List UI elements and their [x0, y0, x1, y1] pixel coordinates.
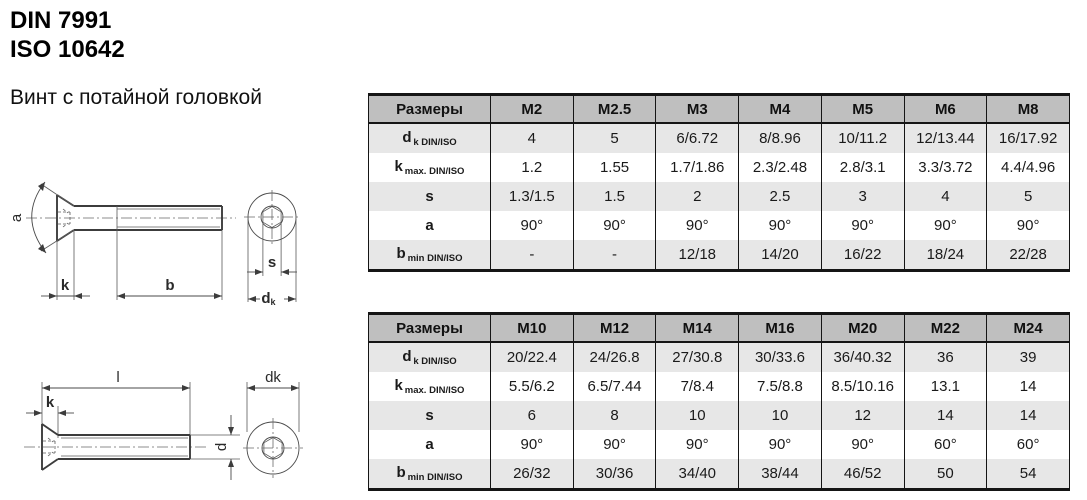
value-cell: 2.5	[739, 182, 822, 211]
head-diameter-dk-label: d	[261, 290, 271, 305]
table-row	[369, 153, 1070, 182]
value-cell: 6	[491, 401, 574, 430]
size-column-header: M24	[987, 314, 1070, 343]
iso-standard-title: ISO 10642	[10, 36, 125, 63]
value-cell: 30/36	[573, 459, 656, 490]
size-column-header: M10	[491, 314, 574, 343]
row-label: d $_{k DIN/ISO}$	[369, 123, 491, 153]
value-cell: 3	[821, 182, 904, 211]
value-cell: 90°	[739, 430, 822, 459]
value-cell: 5	[573, 123, 656, 153]
value-cell: 22/28	[987, 240, 1070, 271]
head-diameter-dk-sub-label: k	[270, 297, 276, 305]
row-label: s	[369, 182, 491, 211]
value-cell: 14	[987, 401, 1070, 430]
value-cell: 7.5/8.8	[739, 372, 822, 401]
table-row	[369, 430, 1070, 459]
head-end-view	[244, 190, 300, 244]
value-cell: 14	[987, 372, 1070, 401]
head-height-k-dimension	[41, 230, 90, 300]
size-column-header: M2.5	[573, 95, 656, 124]
value-cell: 1.7/1.86	[656, 153, 739, 182]
value-cell: 8	[573, 401, 656, 430]
value-cell: 14	[904, 401, 987, 430]
size-column-header: M2	[491, 95, 574, 124]
value-cell: 1.3/1.5	[491, 182, 574, 211]
value-cell: 12	[821, 401, 904, 430]
row-label: b $_{min DIN/ISO}$	[369, 240, 491, 271]
angle-a-label: a	[8, 213, 25, 223]
size-column-header: M22	[904, 314, 987, 343]
value-cell: 4	[904, 182, 987, 211]
table-row	[369, 123, 1070, 153]
value-cell: 30/33.6	[739, 342, 822, 372]
product-name-subtitle: Винт с потайной головкой	[10, 86, 262, 109]
value-cell: 50	[904, 459, 987, 490]
value-cell: 24/26.8	[573, 342, 656, 372]
value-cell: 8/8.96	[739, 123, 822, 153]
value-cell: 18/24	[904, 240, 987, 271]
value-cell: 26/32	[491, 459, 574, 490]
value-cell: 16/17.92	[987, 123, 1070, 153]
dimensions-table-m10-m24	[368, 312, 1070, 491]
value-cell: 90°	[739, 211, 822, 240]
value-cell: 90°	[656, 430, 739, 459]
table-header-row	[369, 314, 1070, 343]
size-column-header: M4	[739, 95, 822, 124]
value-cell: 3.3/3.72	[904, 153, 987, 182]
screw-side-view-bottom-diagram	[0, 352, 330, 500]
value-cell: 2	[656, 182, 739, 211]
table-row	[369, 459, 1070, 490]
row-label: k $_{max. DIN/ISO}$	[369, 153, 491, 182]
value-cell: 90°	[821, 211, 904, 240]
size-column-header: M14	[656, 314, 739, 343]
value-cell: 38/44	[739, 459, 822, 490]
value-cell: -	[573, 240, 656, 271]
row-label: a	[369, 211, 491, 240]
head-height-k-label: k	[45, 394, 55, 411]
thread-length-b-label: b	[165, 277, 175, 294]
row-label: k $_{max. DIN/ISO}$	[369, 372, 491, 401]
length-l-dimension	[42, 369, 190, 437]
head-height-k-label: k	[60, 277, 70, 294]
value-cell: 90°	[573, 211, 656, 240]
table-row	[369, 372, 1070, 401]
value-cell: 5.5/6.2	[491, 372, 574, 401]
size-column-header: M3	[656, 95, 739, 124]
value-cell: 10	[739, 401, 822, 430]
diameter-d-label: d	[213, 442, 230, 452]
value-cell: 13.1	[904, 372, 987, 401]
value-cell: 1.55	[573, 153, 656, 182]
value-cell: 4	[491, 123, 574, 153]
value-cell: 10/11.2	[821, 123, 904, 153]
table-row	[369, 240, 1070, 271]
value-cell: 14/20	[739, 240, 822, 271]
standard-title-block	[10, 6, 125, 64]
value-cell: 60°	[904, 430, 987, 459]
value-cell: 46/52	[821, 459, 904, 490]
value-cell: 1.2	[491, 153, 574, 182]
value-cell: 5	[987, 182, 1070, 211]
table-row	[369, 401, 1070, 430]
table-row	[369, 211, 1070, 240]
table-row	[369, 342, 1070, 372]
value-cell: 6.5/7.44	[573, 372, 656, 401]
row-label: b $_{min DIN/ISO}$	[369, 459, 491, 490]
size-column-header: M20	[821, 314, 904, 343]
row-label: a	[369, 430, 491, 459]
head-diameter-dk-label: dk	[265, 369, 281, 386]
value-cell: 1.5	[573, 182, 656, 211]
value-cell: 90°	[656, 211, 739, 240]
head-height-k-dimension	[26, 394, 74, 438]
value-cell: 8.5/10.16	[821, 372, 904, 401]
value-cell: 27/30.8	[656, 342, 739, 372]
value-cell: 10	[656, 401, 739, 430]
table-row	[369, 182, 1070, 211]
value-cell: 2.8/3.1	[821, 153, 904, 182]
size-column-header: M12	[573, 314, 656, 343]
value-cell: 6/6.72	[656, 123, 739, 153]
value-cell: 90°	[821, 430, 904, 459]
value-cell: 90°	[573, 430, 656, 459]
value-cell: 20/22.4	[491, 342, 574, 372]
length-l-label: l	[116, 369, 120, 386]
table-header-row	[369, 95, 1070, 124]
row-label-column-header: Размеры	[369, 95, 491, 124]
diameter-d-dimension	[190, 415, 240, 480]
value-cell: 90°	[987, 211, 1070, 240]
value-cell: 16/22	[821, 240, 904, 271]
din-standard-title: DIN 7991	[10, 7, 112, 34]
row-label: d $_{k DIN/ISO}$	[369, 342, 491, 372]
value-cell: 90°	[904, 211, 987, 240]
socket-size-s-label: s	[267, 254, 277, 271]
value-cell: 12/18	[656, 240, 739, 271]
value-cell: 2.3/2.48	[739, 153, 822, 182]
row-label-column-header: Размеры	[369, 314, 491, 343]
thread-length-b-dimension	[117, 230, 222, 300]
size-column-header: M5	[821, 95, 904, 124]
value-cell: 90°	[491, 430, 574, 459]
value-cell: 34/40	[656, 459, 739, 490]
value-cell: 7/8.4	[656, 372, 739, 401]
value-cell: 36/40.32	[821, 342, 904, 372]
value-cell: -	[491, 240, 574, 271]
value-cell: 60°	[987, 430, 1070, 459]
size-column-header: M16	[739, 314, 822, 343]
dimensions-table-m2-m8	[368, 93, 1070, 272]
value-cell: 39	[987, 342, 1070, 372]
value-cell: 36	[904, 342, 987, 372]
angle-a-dimension	[8, 182, 74, 253]
value-cell: 54	[987, 459, 1070, 490]
value-cell: 90°	[491, 211, 574, 240]
value-cell: 12/13.44	[904, 123, 987, 153]
value-cell: 4.4/4.96	[987, 153, 1070, 182]
size-column-header: M6	[904, 95, 987, 124]
row-label: s	[369, 401, 491, 430]
screw-side-view-top-diagram	[0, 157, 330, 305]
head-end-view	[243, 418, 303, 478]
size-column-header: M8	[987, 95, 1070, 124]
